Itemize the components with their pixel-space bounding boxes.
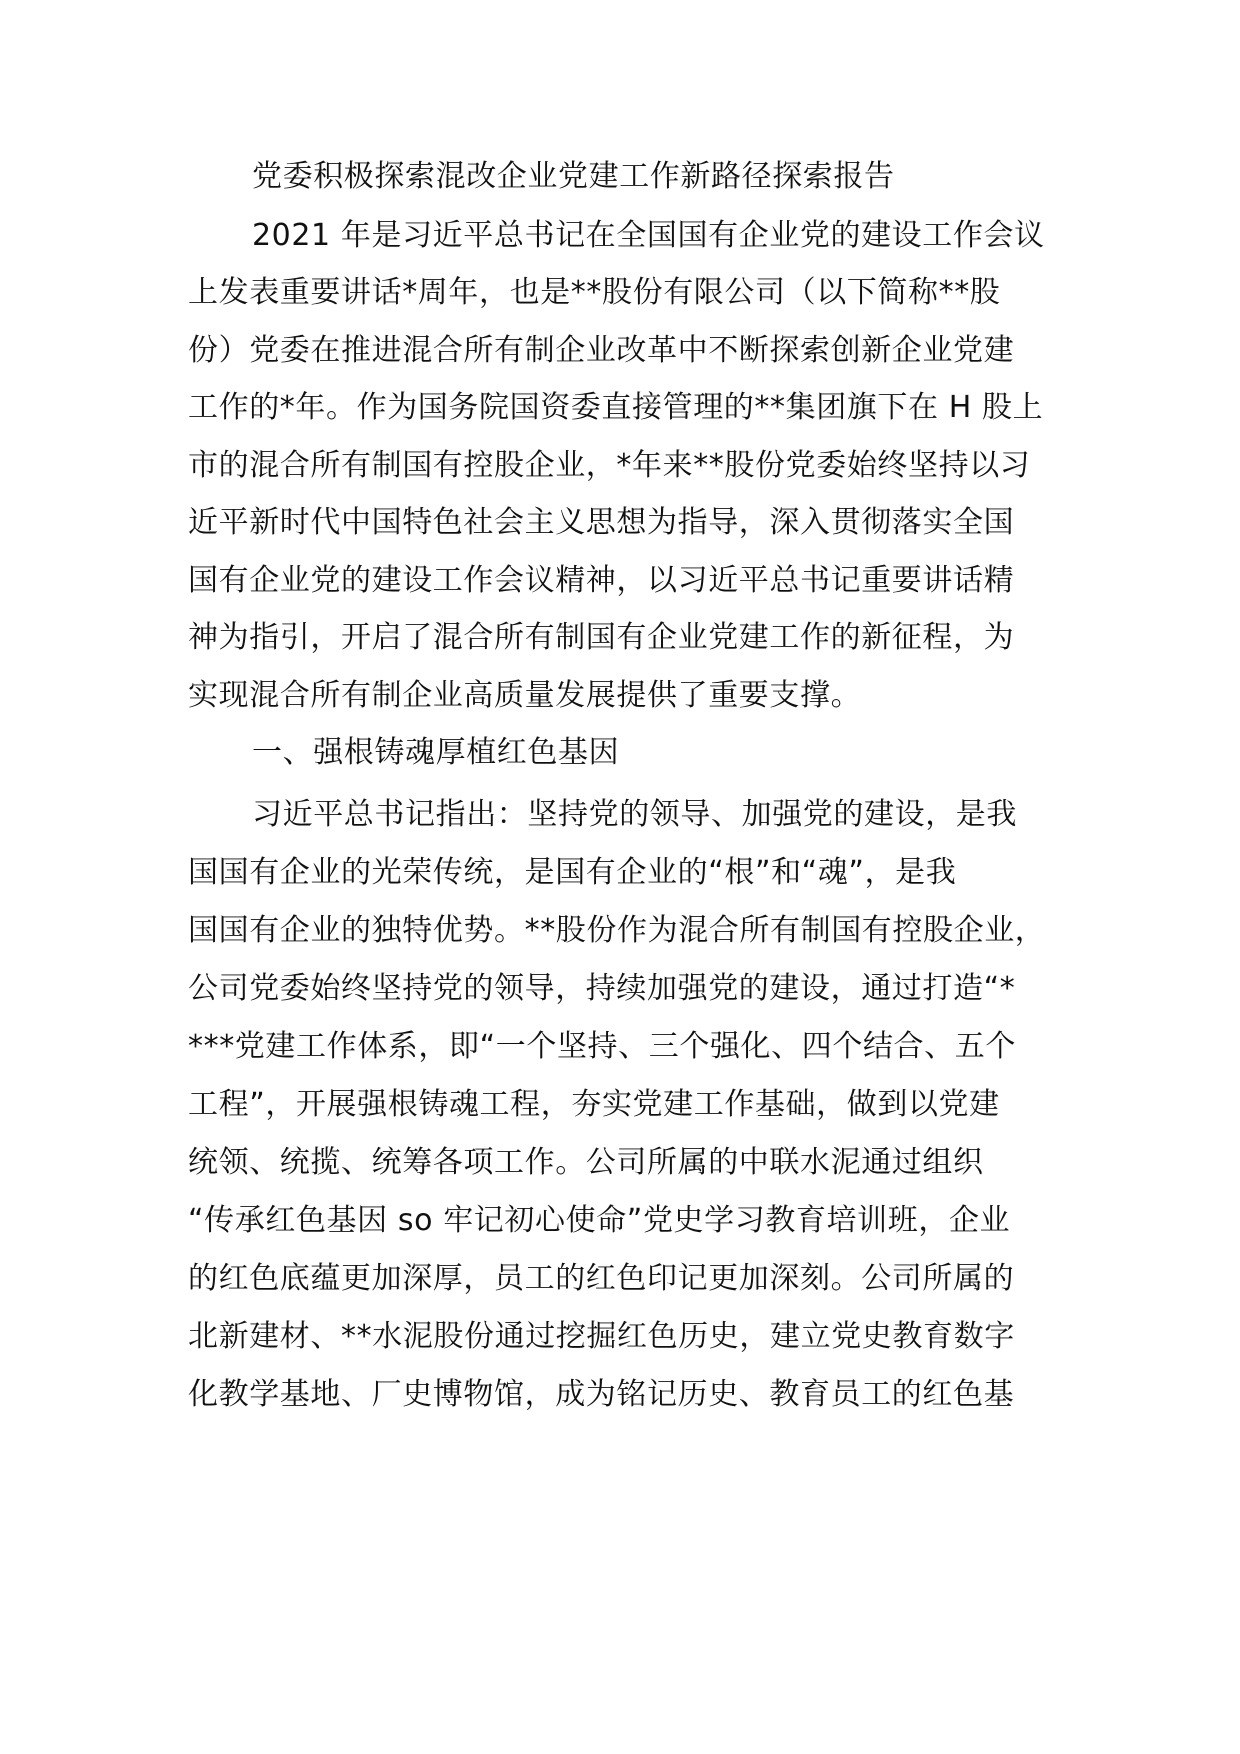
section1-line-4: 公司党委始终坚持党的领导，持续加强党的建设，通过打造“*	[188, 971, 1016, 1006]
section1-line-1: 习近平总书记指出：坚持党的领导、加强党的建设，是我	[252, 797, 1017, 832]
intro-line-1: 2021 年是习近平总书记在全国国有企业党的建设工作会议	[252, 218, 1045, 253]
intro-line-3: 份）党委在推进混合所有制企业改革中不断探索创新企业党建	[188, 333, 1015, 368]
intro-line-4: 工作的*年。作为国务院国资委直接管理的**集团旗下在 H 股上	[188, 390, 1044, 425]
section1-line-11: 化教学基地、厂史博物馆，成为铭记历史、教育员工的红色基	[188, 1377, 1015, 1412]
section1-line-7: 统领、统揽、统筹各项工作。公司所属的中联水泥通过组织	[188, 1145, 984, 1180]
intro-line-5: 市的混合所有制国有控股企业，*年来**股份党委始终坚持以习	[188, 448, 1031, 483]
intro-line-8: 神为指引，开启了混合所有制国有企业党建工作的新征程，为	[188, 620, 1015, 655]
section1-line-6: 工程”，开展强根铸魂工程，夯实党建工作基础，做到以党建	[188, 1087, 1000, 1122]
section1-line-5: ***党建工作体系，即“一个坚持、三个强化、四个结合、五个	[188, 1029, 1016, 1064]
section-heading: 一、强根铸魂厚植红色基因	[252, 735, 620, 770]
document-title: 党委积极探索混改企业党建工作新路径探索报告	[252, 159, 895, 194]
intro-line-9: 实现混合所有制企业高质量发展提供了重要支撑。	[188, 678, 862, 713]
section1-line-3: 国国有企业的独特优势。**股份作为混合所有制国有控股企业，	[188, 913, 1046, 948]
section1-line-2: 国国有企业的光荣传统，是国有企业的“根”和“魂”，是我	[188, 855, 957, 890]
intro-line-2: 上发表重要讲话*周年，也是**股份有限公司（以下简称**股	[188, 275, 1001, 310]
section1-line-10: 北新建材、**水泥股份通过挖掘红色历史，建立党史教育数字	[188, 1319, 1015, 1354]
intro-line-6: 近平新时代中国特色社会主义思想为指导，深入贯彻落实全国	[188, 505, 1015, 540]
section1-line-9: 的红色底蕴更加深厚，员工的红色印记更加深刻。公司所属的	[188, 1261, 1015, 1296]
intro-line-7: 国有企业党的建设工作会议精神，以习近平总书记重要讲话精	[188, 563, 1015, 598]
section1-line-8: “传承红色基因 so 牢记初心使命”党史学习教育培训班，企业	[188, 1203, 1011, 1238]
